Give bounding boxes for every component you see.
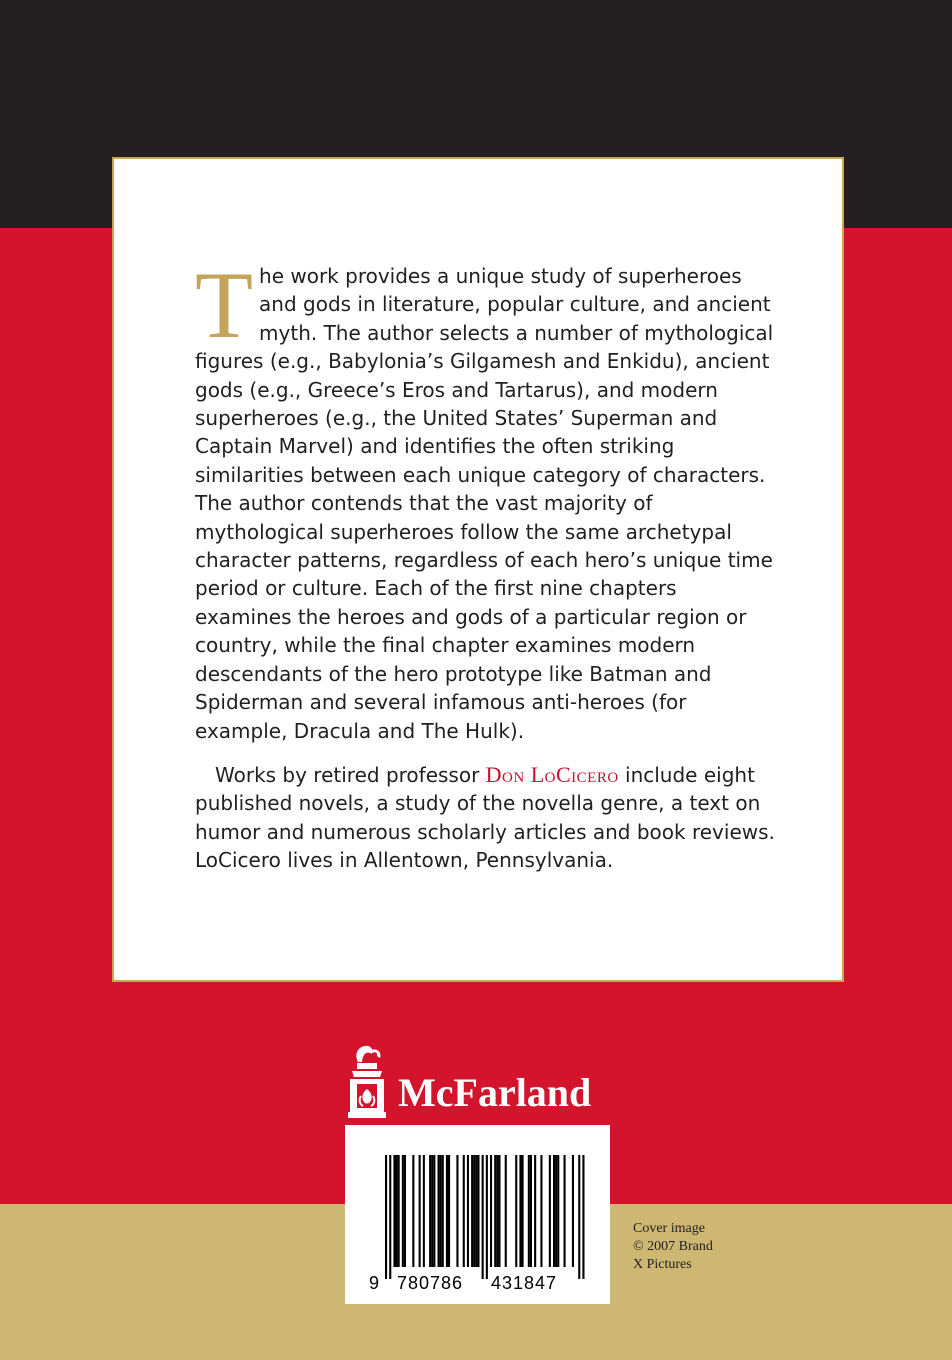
- publisher-logo: [344, 1040, 591, 1120]
- barcode-bar: [519, 1155, 521, 1267]
- barcode-bar: [433, 1155, 435, 1267]
- barcode-bar: [431, 1155, 433, 1267]
- barcode-bar: [572, 1155, 574, 1267]
- barcode-bar: [446, 1155, 448, 1267]
- isbn-barcode: [345, 1125, 610, 1304]
- credit-line-1: Cover image: [633, 1221, 705, 1236]
- barcode-bar: [393, 1155, 395, 1267]
- barcode-bar: [555, 1155, 557, 1267]
- barcode-bar: [522, 1155, 524, 1267]
- barcode-bar: [490, 1155, 492, 1267]
- barcode-bar: [471, 1155, 473, 1267]
- description-paragraph-1: [195, 252, 775, 745]
- barcode-bar: [528, 1155, 530, 1267]
- barcode-bar: [442, 1155, 444, 1267]
- barcode-bar: [404, 1155, 406, 1267]
- barcode-bar: [496, 1155, 498, 1267]
- cover-image-credit: [633, 1220, 713, 1274]
- barcode-bar: [389, 1155, 391, 1279]
- barcode-bar: [578, 1155, 580, 1279]
- barcode-bar: [473, 1155, 475, 1267]
- barcode-bar: [486, 1155, 488, 1279]
- barcode-bar: [448, 1155, 450, 1267]
- barcode-bar: [515, 1155, 517, 1267]
- isbn-first-digit: 9: [369, 1273, 381, 1293]
- barcode-bar: [385, 1155, 387, 1279]
- description-paragraph-2: [195, 761, 775, 875]
- barcode-bar: [494, 1155, 496, 1267]
- barcode-bar: [534, 1155, 536, 1267]
- paragraph-1-text: he work provides a unique study of superheroes and gods in literature, popular culture, and ancient myth. The author selects a number of mythological figures (e.g., Babylonia’s Gilgamesh and Enkidu), ancient gods (e.g., Greece’s Eros and Tartarus), and modern superheroes (e.g., the United States’ Superman and Captain Marvel) and identifies the often striking similarities between each unique category of characters. The author contends that the vast majority of mythological superheroes follow the same archetypal character patterns, regardless of each hero’s unique time period or culture. Each of the first nine chapters examines the heroes and gods of a particular region or country, while the final chapter examines modern descendants of the hero prototype like Batman and Spiderman and several infamous anti-heroes (for example, Dracula and The Hulk).: [195, 264, 774, 743]
- barcode-bar: [456, 1155, 458, 1267]
- barcode-bar: [440, 1155, 442, 1267]
- barcode-bar: [467, 1155, 469, 1267]
- barcode-bar: [498, 1155, 500, 1267]
- barcode-bar: [396, 1155, 398, 1267]
- barcode-bar: [477, 1155, 479, 1267]
- description-text: [195, 252, 775, 875]
- barcode-bar: [582, 1155, 584, 1279]
- barcode-bar: [505, 1155, 507, 1267]
- barcode-bar: [438, 1155, 440, 1267]
- barcode-bar: [557, 1155, 559, 1267]
- lantern-icon: [344, 1044, 390, 1120]
- barcode-bar: [482, 1155, 484, 1279]
- barcode-bar: [398, 1155, 400, 1267]
- isbn-group-1: 780786: [397, 1273, 464, 1293]
- barcode-bar: [412, 1155, 414, 1267]
- publisher-name: McFarland: [398, 1070, 592, 1115]
- author-name: Don LoCicero: [485, 761, 619, 787]
- barcode-bar: [553, 1155, 555, 1267]
- barcode-bar: [530, 1155, 532, 1267]
- barcode-bar: [402, 1155, 404, 1267]
- barcode-bar: [540, 1155, 542, 1267]
- barcode-bar: [429, 1155, 431, 1267]
- dropcap-letter: T: [195, 252, 254, 358]
- credit-line-3: X Pictures: [633, 1257, 692, 1272]
- paragraph-2-rest: include eight published novels, a study of the novella genre, a text on humor and numerous scholarly articles and book reviews. LoCicero lives in Allentown, Pennsylvania.: [195, 762, 775, 873]
- paragraph-2-lead: Works by retired professor: [215, 762, 486, 787]
- barcode-bar: [463, 1155, 465, 1267]
- barcode-bar: [549, 1155, 551, 1267]
- barcode-bar: [419, 1155, 421, 1267]
- description-panel: [112, 157, 844, 982]
- barcode-bar: [423, 1155, 425, 1267]
- barcode-bar: [475, 1155, 477, 1267]
- credit-line-2: © 2007 Brand: [633, 1239, 713, 1254]
- isbn-group-2: 431847: [491, 1273, 558, 1293]
- barcode-bars: [345, 1125, 610, 1304]
- barcode-bar: [564, 1155, 566, 1267]
